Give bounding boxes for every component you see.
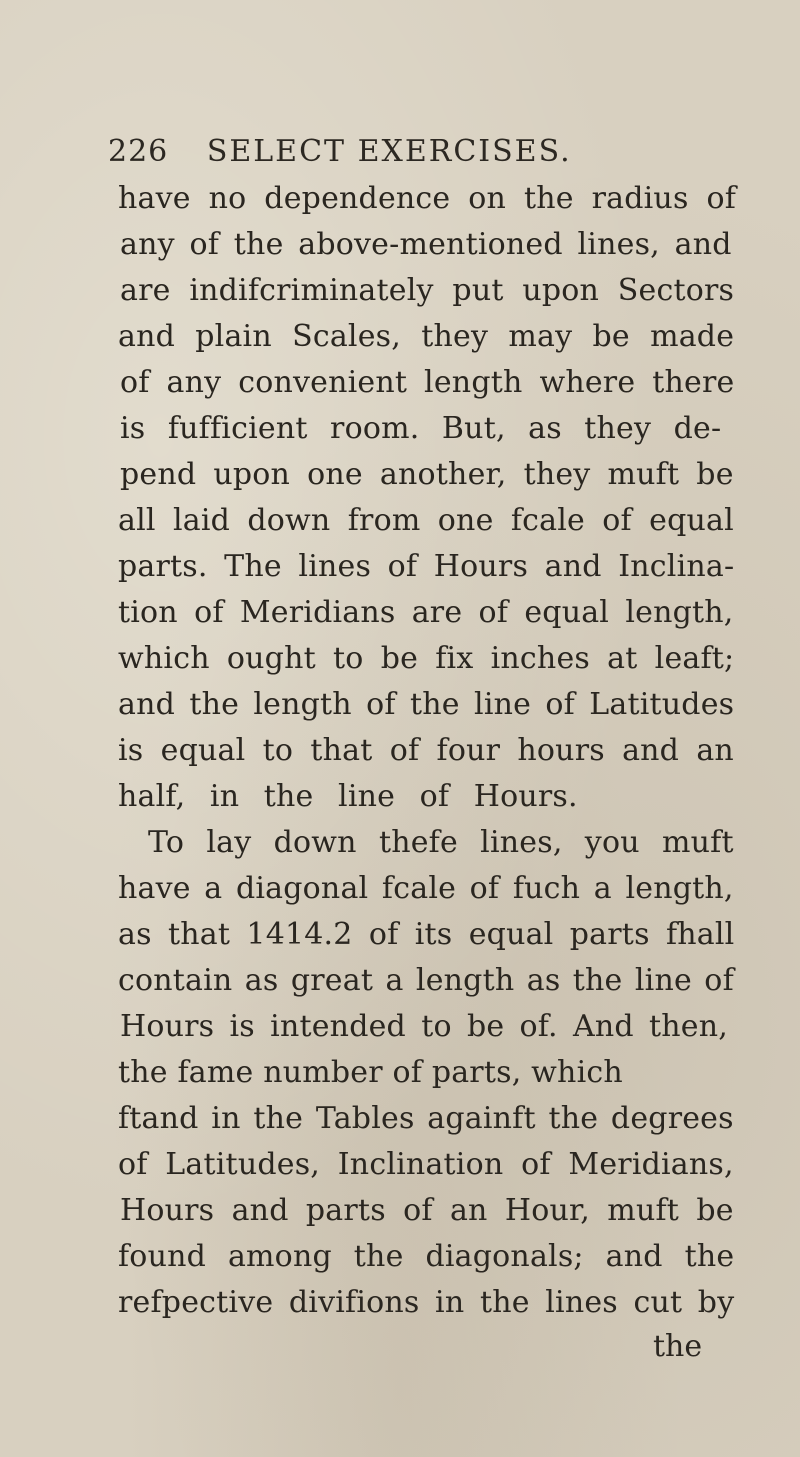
text-line: any of the above-mentioned lines, and <box>120 227 732 262</box>
page-number: 226 <box>108 134 169 169</box>
text-line: the fame number of parts, which <box>118 1055 623 1090</box>
text-line: of any convenient length where there <box>120 365 735 400</box>
text-line: half, in the line of Hours. <box>118 779 578 814</box>
catchword: the <box>653 1329 703 1364</box>
text-line: and plain Scales, they may be made <box>118 319 735 354</box>
text-line: is fufficient room. But, as they de- <box>120 411 722 446</box>
text-line: tion of Meridians are of equal length, <box>118 595 734 630</box>
text-line: ftand in the Tables againft the degrees <box>118 1101 734 1136</box>
text-line: of Latitudes, Inclination of Meridians, <box>118 1147 734 1182</box>
text-line: Hours and parts of an Hour, muft be <box>120 1193 734 1228</box>
running-title: SELECT EXERCISES. <box>206 134 572 169</box>
text-line: are indifcriminately put upon Sectors <box>120 273 735 308</box>
text-line: as that 1414.2 of its equal parts fhall <box>118 917 735 952</box>
text-line: parts. The lines of Hours and Inclina- <box>118 549 735 584</box>
text-line: To lay down thefe lines, you muft <box>148 825 734 860</box>
text-line: and the length of the line of Latitudes <box>118 687 735 722</box>
text-line: found among the diagonals; and the <box>118 1239 735 1274</box>
text-line: have a diagonal fcale of fuch a length, <box>118 871 734 906</box>
text-line: pend upon one another, they muft be <box>120 457 734 492</box>
text-line: contain as great a length as the line of <box>118 963 734 998</box>
text-line: Hours is intended to be of. And then, <box>120 1009 729 1044</box>
text-line: refpective divifions in the lines cut by <box>118 1285 735 1320</box>
text-line: have no dependence on the radius of <box>118 181 737 216</box>
text-line: which ought to be fix inches at leaft; <box>118 641 735 676</box>
text-line: is equal to that of four hours and an <box>118 733 734 768</box>
text-line: all laid down from one fcale of equal <box>118 503 734 538</box>
